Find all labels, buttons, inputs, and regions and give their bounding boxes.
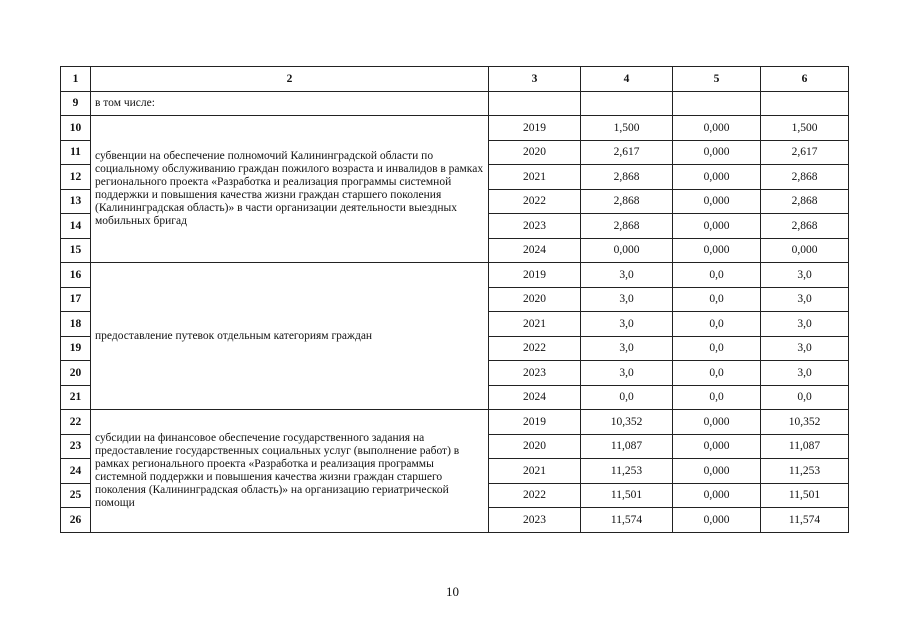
header-cell-1: 1 [61, 67, 91, 92]
value-col5: 0,0 [673, 287, 761, 312]
value-col5: 0,0 [673, 336, 761, 361]
empty-cell [581, 91, 673, 116]
header-cell-4: 4 [581, 67, 673, 92]
header-cell-2: 2 [91, 67, 489, 92]
value-col4: 3,0 [581, 312, 673, 337]
row-number: 11 [61, 140, 91, 165]
row-number: 9 [61, 91, 91, 116]
row-number: 21 [61, 385, 91, 410]
empty-cell [489, 91, 581, 116]
value-col6: 2,868 [761, 214, 849, 239]
value-col4: 2,617 [581, 140, 673, 165]
value-col6: 2,617 [761, 140, 849, 165]
value-col5: 0,0 [673, 312, 761, 337]
value-col4: 3,0 [581, 287, 673, 312]
table-row [61, 263, 849, 288]
row-description: субсидии на финансовое обеспечение государственного задания на предоставление государственных социальных услуг (выполнение работ) в рамках регионального проекта «Разработка и реализация программы системной поддержки и повышения качества жизни граждан старшего поколения (Калининградская область)» на организацию гериатрической помощи [91, 410, 489, 533]
row-label: в том числе: [91, 91, 489, 116]
value-col6: 0,000 [761, 238, 849, 263]
row-number: 22 [61, 410, 91, 435]
year-cell: 2022 [489, 336, 581, 361]
value-col4: 11,087 [581, 434, 673, 459]
year-cell: 2024 [489, 238, 581, 263]
row-number: 18 [61, 312, 91, 337]
table-row [61, 116, 849, 141]
value-col4: 3,0 [581, 361, 673, 386]
year-cell: 2022 [489, 189, 581, 214]
row-number: 25 [61, 483, 91, 508]
value-col6: 11,574 [761, 508, 849, 533]
value-col6: 11,087 [761, 434, 849, 459]
year-cell: 2020 [489, 434, 581, 459]
page-number: 10 [446, 584, 459, 599]
row-number: 23 [61, 434, 91, 459]
value-col6: 3,0 [761, 361, 849, 386]
table-row [61, 410, 849, 435]
year-cell: 2020 [489, 287, 581, 312]
value-col4: 1,500 [581, 116, 673, 141]
row-number: 26 [61, 508, 91, 533]
value-col5: 0,000 [673, 238, 761, 263]
value-col4: 2,868 [581, 189, 673, 214]
value-col5: 0,0 [673, 385, 761, 410]
value-col5: 0,000 [673, 410, 761, 435]
value-col4: 2,868 [581, 165, 673, 190]
value-col5: 0,000 [673, 459, 761, 484]
empty-cell [761, 91, 849, 116]
row-number: 19 [61, 336, 91, 361]
value-col5: 0,0 [673, 263, 761, 288]
year-cell: 2023 [489, 361, 581, 386]
value-col6: 1,500 [761, 116, 849, 141]
value-col5: 0,000 [673, 189, 761, 214]
year-cell: 2022 [489, 483, 581, 508]
table-row [61, 91, 849, 116]
year-cell: 2019 [489, 116, 581, 141]
row-number: 15 [61, 238, 91, 263]
value-col6: 3,0 [761, 312, 849, 337]
value-col6: 2,868 [761, 165, 849, 190]
value-col4: 11,253 [581, 459, 673, 484]
value-col6: 11,501 [761, 483, 849, 508]
year-cell: 2021 [489, 165, 581, 190]
value-col5: 0,000 [673, 214, 761, 239]
empty-cell [673, 91, 761, 116]
value-col4: 3,0 [581, 263, 673, 288]
row-number: 20 [61, 361, 91, 386]
row-description: субвенции на обеспечение полномочий Калининградской области по социальному обслуживанию граждан пожилого возраста и инвалидов в рамках регионального проекта «Разработка и реализация программы системной поддержки и повышения качества жизни граждан старшего поколения (Калининградская область)» в части организации деятельности выездных мобильных бригад [91, 116, 489, 263]
year-cell: 2019 [489, 410, 581, 435]
value-col4: 2,868 [581, 214, 673, 239]
value-col6: 2,868 [761, 189, 849, 214]
value-col4: 11,574 [581, 508, 673, 533]
value-col4: 11,501 [581, 483, 673, 508]
value-col5: 0,000 [673, 508, 761, 533]
value-col6: 11,253 [761, 459, 849, 484]
year-cell: 2020 [489, 140, 581, 165]
row-number: 10 [61, 116, 91, 141]
header-cell-6: 6 [761, 67, 849, 92]
value-col6: 3,0 [761, 287, 849, 312]
value-col5: 0,000 [673, 140, 761, 165]
value-col4: 3,0 [581, 336, 673, 361]
row-description: предоставление путевок отдельным категориям граждан [91, 263, 489, 410]
year-cell: 2019 [489, 263, 581, 288]
value-col4: 10,352 [581, 410, 673, 435]
value-col6: 0,0 [761, 385, 849, 410]
value-col5: 0,000 [673, 116, 761, 141]
row-number: 17 [61, 287, 91, 312]
row-number: 12 [61, 165, 91, 190]
row-number: 14 [61, 214, 91, 239]
row-number: 24 [61, 459, 91, 484]
budget-table [60, 66, 849, 533]
row-number: 13 [61, 189, 91, 214]
year-cell: 2024 [489, 385, 581, 410]
header-cell-3: 3 [489, 67, 581, 92]
header-row [61, 67, 849, 92]
year-cell: 2023 [489, 214, 581, 239]
year-cell: 2021 [489, 312, 581, 337]
row-number: 16 [61, 263, 91, 288]
year-cell: 2021 [489, 459, 581, 484]
value-col6: 3,0 [761, 336, 849, 361]
year-cell: 2023 [489, 508, 581, 533]
value-col4: 0,0 [581, 385, 673, 410]
value-col6: 10,352 [761, 410, 849, 435]
value-col5: 0,000 [673, 483, 761, 508]
value-col5: 0,000 [673, 434, 761, 459]
header-cell-5: 5 [673, 67, 761, 92]
value-col5: 0,0 [673, 361, 761, 386]
value-col5: 0,000 [673, 165, 761, 190]
value-col6: 3,0 [761, 263, 849, 288]
value-col4: 0,000 [581, 238, 673, 263]
